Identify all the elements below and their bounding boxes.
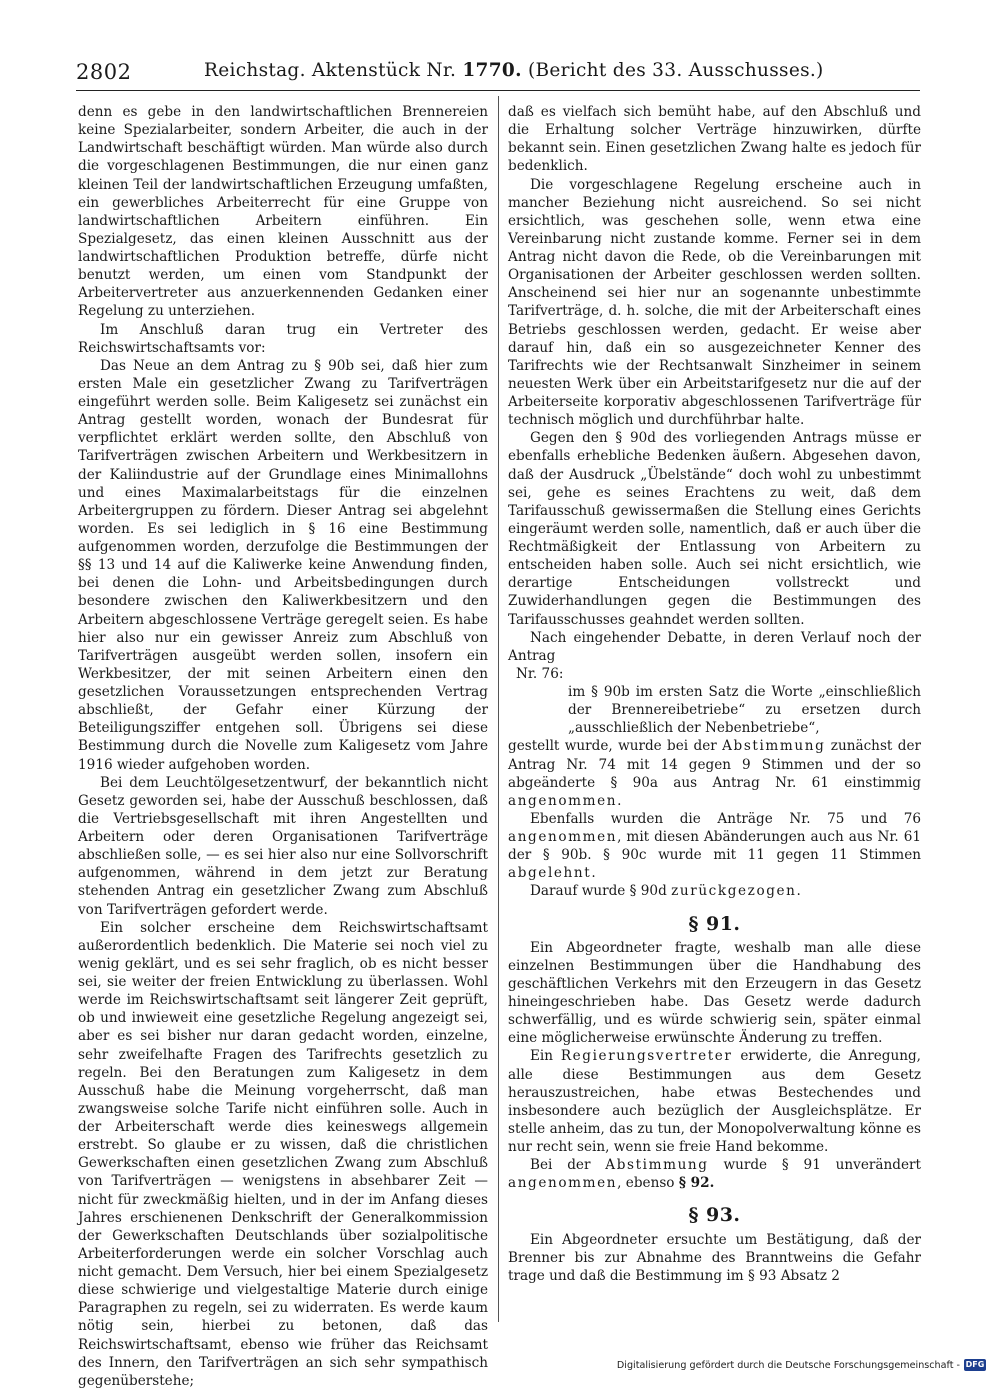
section-heading: § 91.	[688, 912, 741, 935]
running-title-prefix: Reichstag. Aktenstück Nr.	[204, 60, 457, 81]
paragraph: Gegen den § 90d des vorliegenden Antrags müsse er ebenfalls erhebliche Bedenken äußern. Abgesehen davon, daß der Ausdruck „Übelstände“ doch wohl zu unbestimmt sei, gehe es seines Erachtens zu weit, daß dem Tarifausschuß gewissermaßen die Stellung eines Gerichts eingeräumt werden solle, namentlich, daß er auch über die Rechtmäßigkeit der Entlassung von Arbeitern zu entscheiden haben solle. Auch sei nicht ersichtlich, wie derartige Entscheidungen vollstreckt und Zuwiderhandlungen gegen die Bestimmungen des Tarifausschusses geahndet werden sollten.	[508, 430, 921, 628]
paragraph: Das Neue an dem Antrag zu § 90b sei, daß hier zum ersten Male ein gesetzlicher Zwang zu Tarifverträgen eingeführt werden solle. Beim Kaligesetz sei zunächst ein Antrag gestellt worden, wonach der Bundesrat für verpflichtet erklärt werden sollte, den Abschluß von Tarifverträgen zwischen Arbeitern und Werkbesitzern in der Kaliindustrie auf der Grundlage eines Minimallohns und eines Maximalarbeitstags für die einzelnen Arbeitergruppen zu fördern. Dieser Antrag sei abgelehnt worden. Es sei lediglich in § 16 eine Bestimmung aufgenommen worden, derzufolge die Bestimmungen der §§ 13 und 14 auf die Kaliwerke keine Anwendung finden, bei denen die Lohn- und Arbeitsbedingungen durch besondere zwischen den Kaliwerkbesitzern und den Arbeitern abgeschlossene Verträge geregelt seien. Es habe hier also nur ein gewisser Anreiz zum Abschluß von Tarifverträgen ausgeübt werden sollen, insofern ein Werkbesitzer, der mit seinen Arbeitern einen den gesetzlichen Voraussetzungen entsprechenden Vertrag abschließt, der Gefahr einer Kürzung der Beteiligungsziffer entgehen soll. Übrigens sei diese Bestimmung durch die Novelle zum Kaligesetz vom Jahre 1916 wieder aufgehoben worden.	[78, 357, 488, 773]
dfg-logo: DFG	[965, 1360, 985, 1369]
left-column	[78, 103, 488, 1390]
footer-text: Digitalisierung gefördert durch die Deutsche Forschungsgemeinschaft -	[616, 1359, 960, 1371]
paragraph: Ein Regierungsvertreter erwiderte, die Anregung, alle diese Bestimmungen aus dem Gesetz herauszustreichen, habe etwas Bestechendes und insbesondere auch bezüglich der Ausgleichsplätze. Er stelle anheim, das zu tun, der Monopolverwaltung könne es nur recht sein, wenn sie freie Hand bekomme.	[508, 1048, 921, 1155]
paragraph: Ebenfalls wurden die Anträge Nr. 75 und 76 angenommen, mit diesen Abänderungen auch aus Nr. 61 der § 90b. § 90c wurde mit 11 gegen 11 Stimmen abgelehnt.	[508, 810, 921, 882]
running-title-suffix: (Bericht des 33. Ausschusses.)	[528, 60, 824, 81]
running-title	[204, 60, 824, 81]
paragraph: gestellt wurde, wurde bei der Abstimmung zunächst der Antrag Nr. 74 mit 14 gegen 9 Stimmen und der so abgeänderte § 90a aus Antrag Nr. 61 einstimmig angenommen.	[508, 738, 921, 809]
paragraph: daß es vielfach sich bemüht habe, auf den Abschluß und die Erhaltung solcher Verträge hinzuwirken, dürfte bekannt sein. Einen gesetzlichen Zwang halte es jedoch für bedenklich.	[508, 104, 921, 175]
paragraph: Ein solcher erscheine dem Reichswirtschaftsamt außerordentlich bedenklich. Die Materie sei noch viel zu wenig geklärt, und es sei sehr fraglich, ob es nicht besser sei, sie weiter der freien Entwicklung zu überlassen. Wohl werde im Reichswirtschaftsamt seit längerer Zeit geprüft, ob und inwieweit eine gesetzliche Regelung angezeigt sei, aber es sei bisher nur daran gedacht worden, einzelne, sehr zweifelhafte Fragen des Tarifrechts gesetzlich zu regeln. Bei den Beratungen zum Kaligesetz in dem Ausschuß habe die Meinung vorgeherrscht, daß man zwangsweise solche Tarife nicht einführen solle. Auch in der Arbeiterschaft werde dies keineswegs allgemein erstrebt. So glaube er zu wissen, daß die christlichen Gewerkschaften einen gesetzlichen Zwang zum Abschluß von Tarifverträgen — wenigstens in absehbarer Zeit — nicht für zweckmäßig hielten, und in der im Anfang dieses Jahres erschienenen Denkschrift der Generalkommission der Gewerkschaften Deutschlands über sozialpolitische Arbeiterforderungen werde ein solcher Vorschlag auch nicht gemacht. Dem Versuch, hier bei einem Spezialgesetz diese schwierige und vielgestaltige Materie durch einige Paragraphen zu regeln, sei zu widerraten. Es werde kaum nötig sein, hierbei zu betonen, daß das Reichswirtschaftsamt, ebenso wie früher das Reichsamt des Innern, den Tarifverträgen an sich sehr sympathisch gegenüberstehe;	[78, 919, 488, 1389]
motion-label: Nr. 76:	[516, 665, 564, 682]
paragraph: Darauf wurde § 90d zurückgezogen.	[530, 883, 803, 900]
paragraph: Bei dem Leuchtölgesetzentwurf, der bekanntlich nicht Gesetz geworden sei, habe der Ausschuß beschlossen, daß die Vertriebsgesellschaft mit ihren Angestellten und Arbeitern oder deren Organisationen Tarifverträge abschließen solle, — es sei hier also nur eine Sollvorschrift aufgenommen, während in dem jetzt zur Beratung stehenden Antrag ein gesetzlicher Zwang zum Abschluß von Tarifverträgen gefordert werde.	[78, 774, 488, 918]
paragraph: denn es gebe in den landwirtschaftlichen Brennereien keine Spezialarbeiter, sondern Arbeiter, die auch in der Landwirtschaft beschäftigt würden. Man würde also durch die vorgeschlagenen Bestimmungen, die nur einen ganz kleinen Teil der landwirtschaftlichen Erzeugung umfaßten, ein gewerbliches Arbeiterrecht für eine Gruppe von landwirtschaftlichen Arbeitern einführen. Ein Spezialgesetz, das einen kleinen Ausschnitt aus der landwirtschaftlichen Produktion betreffe, dürfe nicht benutzt werden, um einen vom Standpunkt der Arbeitervertreter aus anzuerkennenden Gedanken einer Regelung zu unterziehen.	[78, 104, 488, 320]
document-number: 1770.	[462, 60, 522, 81]
column-divider	[498, 96, 499, 1322]
section-heading: § 93.	[688, 1204, 741, 1227]
footer-credit	[617, 1359, 986, 1371]
header-rule	[76, 90, 920, 91]
page-header	[76, 60, 920, 88]
paragraph: Bei der Abstimmung wurde § 91 unverändert angenommen, ebenso § 92.	[508, 1157, 921, 1192]
paragraph: Ein Abgeordneter ersuchte um Bestätigung, daß der Brenner bis zur Abnahme des Branntweins die Gefahr trage und daß die Bestimmung im § 93 Absatz 2	[508, 1231, 921, 1284]
paragraph: Die vorgeschlagene Regelung erscheine auch in mancher Beziehung nicht ausreichend. So sei nicht ersichtlich, was geschehen solle, wenn etwa eine Vereinbarung nicht zustande komme. Ferner sei in dem Antrag nicht davon die Rede, ob die Vereinbarungen mit Organisationen der Arbeiter geschlossen werden sollten. Anscheinend sei hier nur an sogenannte unbestimmte Tarifverträge, d. h. solche, die mit der Arbeiterschaft eines Betriebs geschlossen werden, gedacht. Er weise aber darauf hin, daß ein so ausgezeichneter Kenner des Tarifrechts wie der Rechtsanwalt Sinzheimer in seinem neuesten Werk über ein Arbeitstarifgesetz nur die auf der Arbeiterseite korporativ abgeschlossenen Tarifverträge für technisch möglich und durchführbar halte.	[508, 176, 921, 429]
motion-text: im § 90b im ersten Satz die Worte „einschließlich der Brennereibetriebe“ zu ersetzen durch „ausschließlich der Nebenbetriebe“,	[568, 684, 921, 737]
paragraph: Nach eingehender Debatte, in deren Verlauf noch der Antrag	[508, 629, 921, 664]
paragraph: Im Anschluß daran trug ein Vertreter des Reichswirtschaftsamts vor:	[78, 321, 488, 356]
paragraph: Ein Abgeordneter fragte, weshalb man alle diese einzelnen Bestimmungen über die Handhabung des geschäftlichen Verkehrs mit den Erzeugern in das Gesetz hineingeschrieben habe. Das Gesetz werde dadurch schwerfällig, und es würde schwierig sein, später einmal eine möglicherweise erwünschte Änderung zu treffen.	[508, 939, 921, 1047]
page-number: 2802	[76, 60, 132, 84]
right-column	[508, 103, 921, 1285]
